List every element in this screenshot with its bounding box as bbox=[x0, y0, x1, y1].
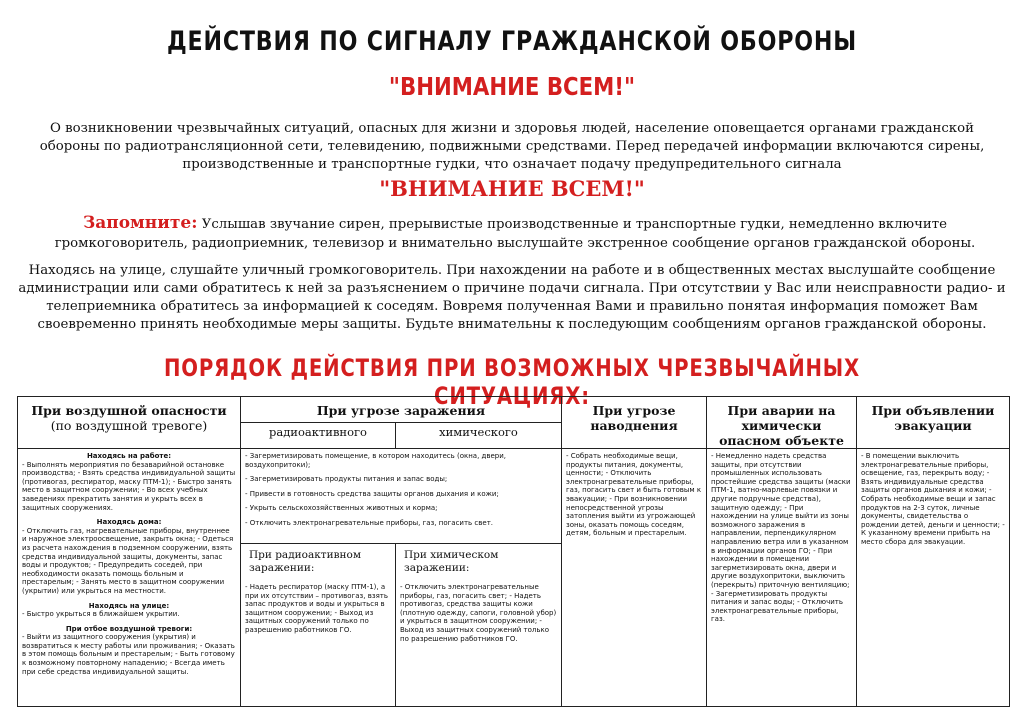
radiation-cell: При радиоактивном заражении: - Надеть респиратор (маску ПТМ-1), а при их отсутствии – противогаз, взять запас продуктов и воды и укрыться в защитном сооружении; - Выход из защитных сооружений только по разрешению работников ГО. bbox=[241, 544, 396, 707]
warning-signal: "ВНИМАНИЕ ВСЕМ!" bbox=[379, 176, 645, 201]
chemical-cell: При химическом заражении: - Отключить электронагревательные приборы, газ, погасить свет; - Надеть противогаз, средства защиты кожи (плотную одежду, сапоги, головной убор) и укрыться в защитном сооружении; - Выход из защитных сооружений только по разрешению работников ГО. bbox=[396, 544, 562, 707]
col-air: При воздушной опасности (по воздушной тревоге) bbox=[18, 397, 241, 449]
col-evacuation: При объявлении эвакуации bbox=[857, 397, 1010, 449]
col-infection: При угрозе заражения bbox=[241, 397, 562, 423]
infection-cell: - Загерметизировать помещение, в котором находитесь (окна, двери, воздухопритоки); - Загерметизировать продукты питания и запас воды; - Привести в готовность средства защиты органов дыхания и кожи; - Укрыть сельскохозяйственных животных и корма; - Отключить электронагревательные приборы, газ, погасить свет. bbox=[241, 449, 562, 544]
evacuation-cell: - В помещении выключить электронагревательные приборы, освещение, газ, перекрыть воду; - Взять индивидуальные средства защиты органов дыхания и кожи; - Собрать необходимые вещи и запас продуктов на 2-3 суток, личные документы, свидетельства о рождении детей, деньги и ценности; - К указанному времени прибыть на место сбора для эвакуации. bbox=[857, 449, 1010, 707]
subtitle: "ВНИМАНИЕ ВСЕМ!" bbox=[388, 72, 636, 101]
air-cell: Находясь на работе: - Выполнять мероприятия по безаварийной остановке производства; - Взять средства индивидуальной защиты (противогаз, респиратор, маску ПТМ-1); - Быстро занять место в защитном сооружении; - Во всех учебных заведениях прекратить занятия и укрыть всех в защитных сооружениях. Находясь дома: - Отключить газ, нагревательные приборы, внутреннее и наружное электроосвещение, закрыть окна; - Одеться из расчета нахождения в подземном сооружении, взять средства индивидуальной защиты, документы, запас воды и продуктов; - Предупредить соседей, при необходимости оказать помощь больным и престарелым; - Занять место в защитном сооружении (укрытии) или укрыться на местности. Находясь на улице: - Быстро укрыться в ближайшем укрытии. При отбое воздушной тревоги: - Выйти из защитного сооружения (укрытия) и возвратиться к месту работы или проживания; - Оказать в этом помощь больным и престарелым; - Быть готовому к возможному повторному нападению; - Всегда иметь при себе средства индивидуальной защиты. bbox=[18, 449, 241, 707]
col-accident: При аварии на химически опасном объекте bbox=[707, 397, 857, 449]
actions-table bbox=[17, 396, 1010, 707]
page-title: ДЕЙСТВИЯ ПО СИГНАЛУ ГРАЖДАНСКОЙ ОБОРОНЫ bbox=[166, 26, 858, 57]
street-text: Находясь на улице, слушайте уличный громкоговоритель. При нахождении на работе и в общественных местах выслушайте сообщение администрации или сами обратитесь к ней за разъяснением о причине подачи сигнала. При отсутствии у Вас или неисправности радио- и телеприемника обратитесь за информацией к соседям. Вовремя полученная Вами и правильно понятая информация поможет Вам своевременно принять необходимые меры защиты. Будьте внимательны к последующим сообщениям органов гражданской обороны. bbox=[18, 263, 1006, 332]
col-radioactive: радиоактивного bbox=[241, 423, 396, 449]
remember-text: Услышав звучание сирен, прерывистые производственные и транспортные гудки, немедленно включите громкоговоритель, радиоприемник, телевизор и внимательно выслушайте экстренное сообщение органов гражданской обороны. bbox=[54, 217, 976, 251]
accident-cell: - Немедленно надеть средства защиты, при отсутствии промышленных использовать простейшие средства защиты (маски ПТМ-1, ватно-марлевые повязки и другие подручные средства), защитную одежду; - При нахождении на улице выйти из зоны возможного заражения в направлении, перпендикулярном направлению ветра или в указанном в информации органов ГО; - При нахождении в помещении загерметизировать окна, двери и другие воздухопритоки, выключить (перекрыть) приточную вентиляцию; - Загерметизировать продукты питания и запас воды; - Отключить электронагревательные приборы, газ. bbox=[707, 449, 857, 707]
flood-cell: - Собрать необходимые вещи, продукты питания, документы, ценности; - Отключить электронагревательные приборы, газ, погасить свет и быть готовым к эвакуации; - При возникновении непосредственной угрозы затопления выйти из угрожающей зоны, оказать помощь соседям, детям, больным и престарелым. bbox=[562, 449, 707, 707]
col-flood: При угрозе наводнения bbox=[562, 397, 707, 449]
section-title: ПОРЯДОК ДЕЙСТВИЯ ПРИ ВОЗМОЖНЫХ ЧРЕЗВЫЧАЙНЫХ СИТУАЦИЯХ: bbox=[163, 354, 861, 410]
remember-block bbox=[30, 214, 1000, 253]
col-chemical: химического bbox=[396, 423, 562, 449]
remember-label: Запомните: bbox=[82, 213, 198, 233]
intro-text: О возникновении чрезвычайных ситуаций, опасных для жизни и здоровья людей, население оповещается органами гражданской обороны по радиотрансляционной сети, телевидению, подвижными средствами. Перед передачей информации включаются сирены, производственные и транспортные гудки, что означает подачу предупредительного сигнала bbox=[39, 121, 985, 172]
